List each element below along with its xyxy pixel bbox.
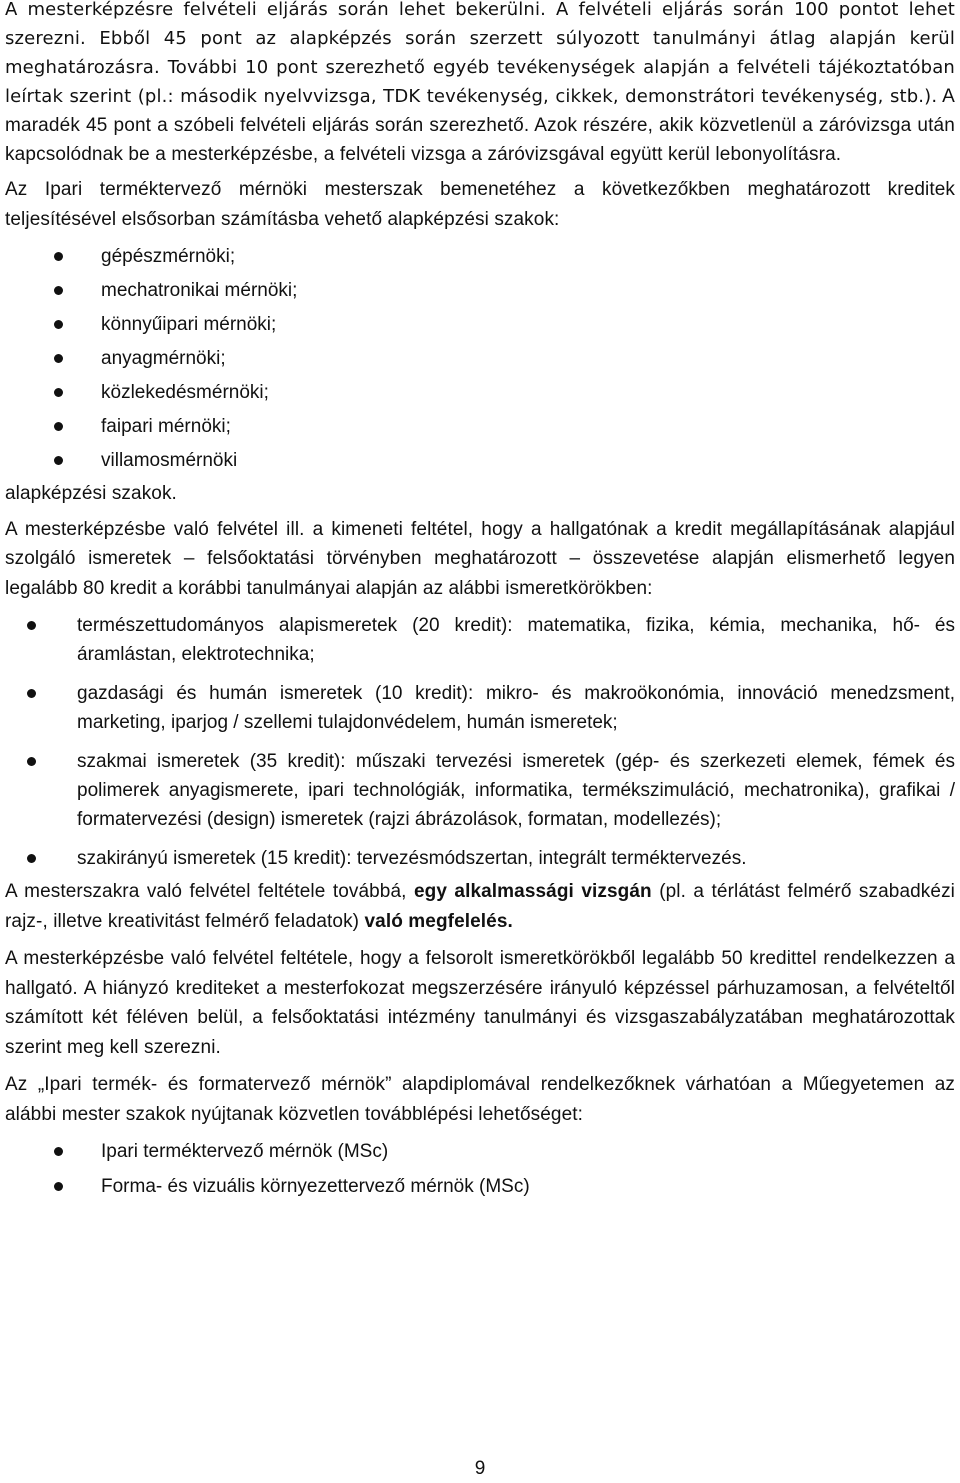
bullet-icon [54, 388, 63, 397]
list-item: szakmai ismeretek (35 kredit): műszaki tervezési ismeretek (gép- és szerkezeti elemek, fémek és polimerek anyagismerete, ipari technológiák, informatika, termékszimuláció, mechatronika), grafikai / formatervezési (design) ismeretek (rajzi ábrázolások, formatan, modellezés); [5, 747, 955, 834]
credit-areas-list [5, 611, 955, 873]
credit-intro-paragraph: A mesterképzésbe való felvétel ill. a kimeneti feltétel, hogy a hallgatónak a kredit megállapításának alapjául szolgáló ismeretek – felsőoktatási törvényben meghatározott – összevetése alapján elismerhető legyen legalább 80 kredit a korábbi tanulmányai alapján az alábbi ismeretkörökben: [5, 518, 955, 599]
admission-text-tail: A maradék 45 pont a szóbeli felvételi eljárás során szerezhető. Azok részére, akik közvetlenül a záróvizsga után kapcsolódnak be a mesterképzésbe, a felvételi vizsga a záróvizsgával együtt kerül lebonyolításra. [5, 86, 955, 165]
page-number: 9 [474, 1458, 486, 1479]
bsc-outro-text: alapképzési szakok. [5, 483, 177, 504]
list-item: szakirányú ismeretek (15 kredit): tervezésmódszertan, integrált terméktervezés. [5, 844, 955, 873]
bullet-icon [54, 286, 63, 295]
bullet-icon [27, 621, 36, 630]
msc-intro-paragraph: Az „Ipari termék- és formatervező mérnök” alapdiplomával rendelkezőknek várhatóan a Műegyetemen az alábbi mester szakok nyújtanak közvetlen továbblépési lehetőséget: [5, 1074, 955, 1125]
list-item: könnyűipari mérnöki; [5, 310, 955, 339]
document-page [5, 0, 955, 1201]
list-item: gépészmérnöki; [5, 242, 955, 271]
admission-text: A mesterképzésre felvételi eljárás során lehet bekerülni. A felvételi eljárás során 100 pontot lehet szerezni. Ebből 45 pont az alapképzés során szerzett súlyozott tanulmányi átlag alapján kerül meghatározásra. További 10 pont szerezhető egyéb tevékenységek alapján a felvételi tájékoztatóban leírtak szerint (pl.: második nyelvvizsga, TDK tevékenység, cikkek, demonstrátori tevékenység, stb.). [5, 0, 955, 107]
list-item: közlekedésmérnöki; [5, 378, 955, 407]
bullet-icon [27, 757, 36, 766]
list-item: anyagmérnöki; [5, 344, 955, 373]
list-item: természettudományos alapismeretek (20 kredit): matematika, fizika, kémia, mechanika, hő- és áramlástan, elektrotechnika; [5, 611, 955, 669]
credits-requirement-paragraph: A mesterképzésbe való felvétel feltétele, hogy a felsorolt ismeretkörökből legalább 50 kredittel rendelkezzen a hallgató. A hiányzó krediteket a mesterfokozat megszerzésére irányuló képzéssel párhuzamosan, a felvételtől számított két féléven belül, a felsőoktatási intézmény tanulmányi és vizsgaszabályzatában meghatározottak szerint meg kell szerezni. [5, 948, 955, 1058]
msc-programs-list [5, 1137, 955, 1201]
bullet-icon [27, 689, 36, 698]
aptitude-paragraph: A mesterszakra való felvétel feltétele továbbá, egy alkalmassági vizsgán (pl. a térlátást felmérő szabadkézi rajz-, illetve kreativitást felmérő feladatok) való megfelelés. [5, 881, 955, 932]
bullet-icon [54, 320, 63, 329]
admission-paragraph [5, 0, 955, 169]
list-item: villamosmérnöki [5, 446, 955, 475]
bullet-icon [54, 422, 63, 431]
list-item: Ipari terméktervező mérnök (MSc) [5, 1137, 955, 1166]
list-item: gazdasági és humán ismeretek (10 kredit): mikro- és makroökonómia, innováció menedzsment, marketing, iparjog / szellemi tulajdonvédelem, humán ismeretek; [5, 679, 955, 737]
bullet-icon [54, 252, 63, 261]
bullet-icon [27, 854, 36, 863]
list-item: faipari mérnöki; [5, 412, 955, 441]
bullet-icon [54, 354, 63, 363]
bullet-icon [54, 1147, 63, 1156]
bsc-programs-list [5, 242, 955, 475]
aptitude-fit-emphasis: való megfelelés. [364, 910, 513, 932]
bsc-intro-paragraph: Az Ipari terméktervező mérnöki mesterszak bemenetéhez a következőkben meghatározott kreditek teljesítésével elsősorban számításba vehető alapképzési szakok: [5, 179, 955, 230]
bullet-icon [54, 1182, 63, 1191]
list-item: Forma- és vizuális környezettervező mérnök (MSc) [5, 1172, 955, 1201]
bullet-icon [54, 456, 63, 465]
aptitude-exam-emphasis: egy alkalmassági vizsgán [413, 881, 652, 902]
list-item: mechatronikai mérnöki; [5, 276, 955, 305]
